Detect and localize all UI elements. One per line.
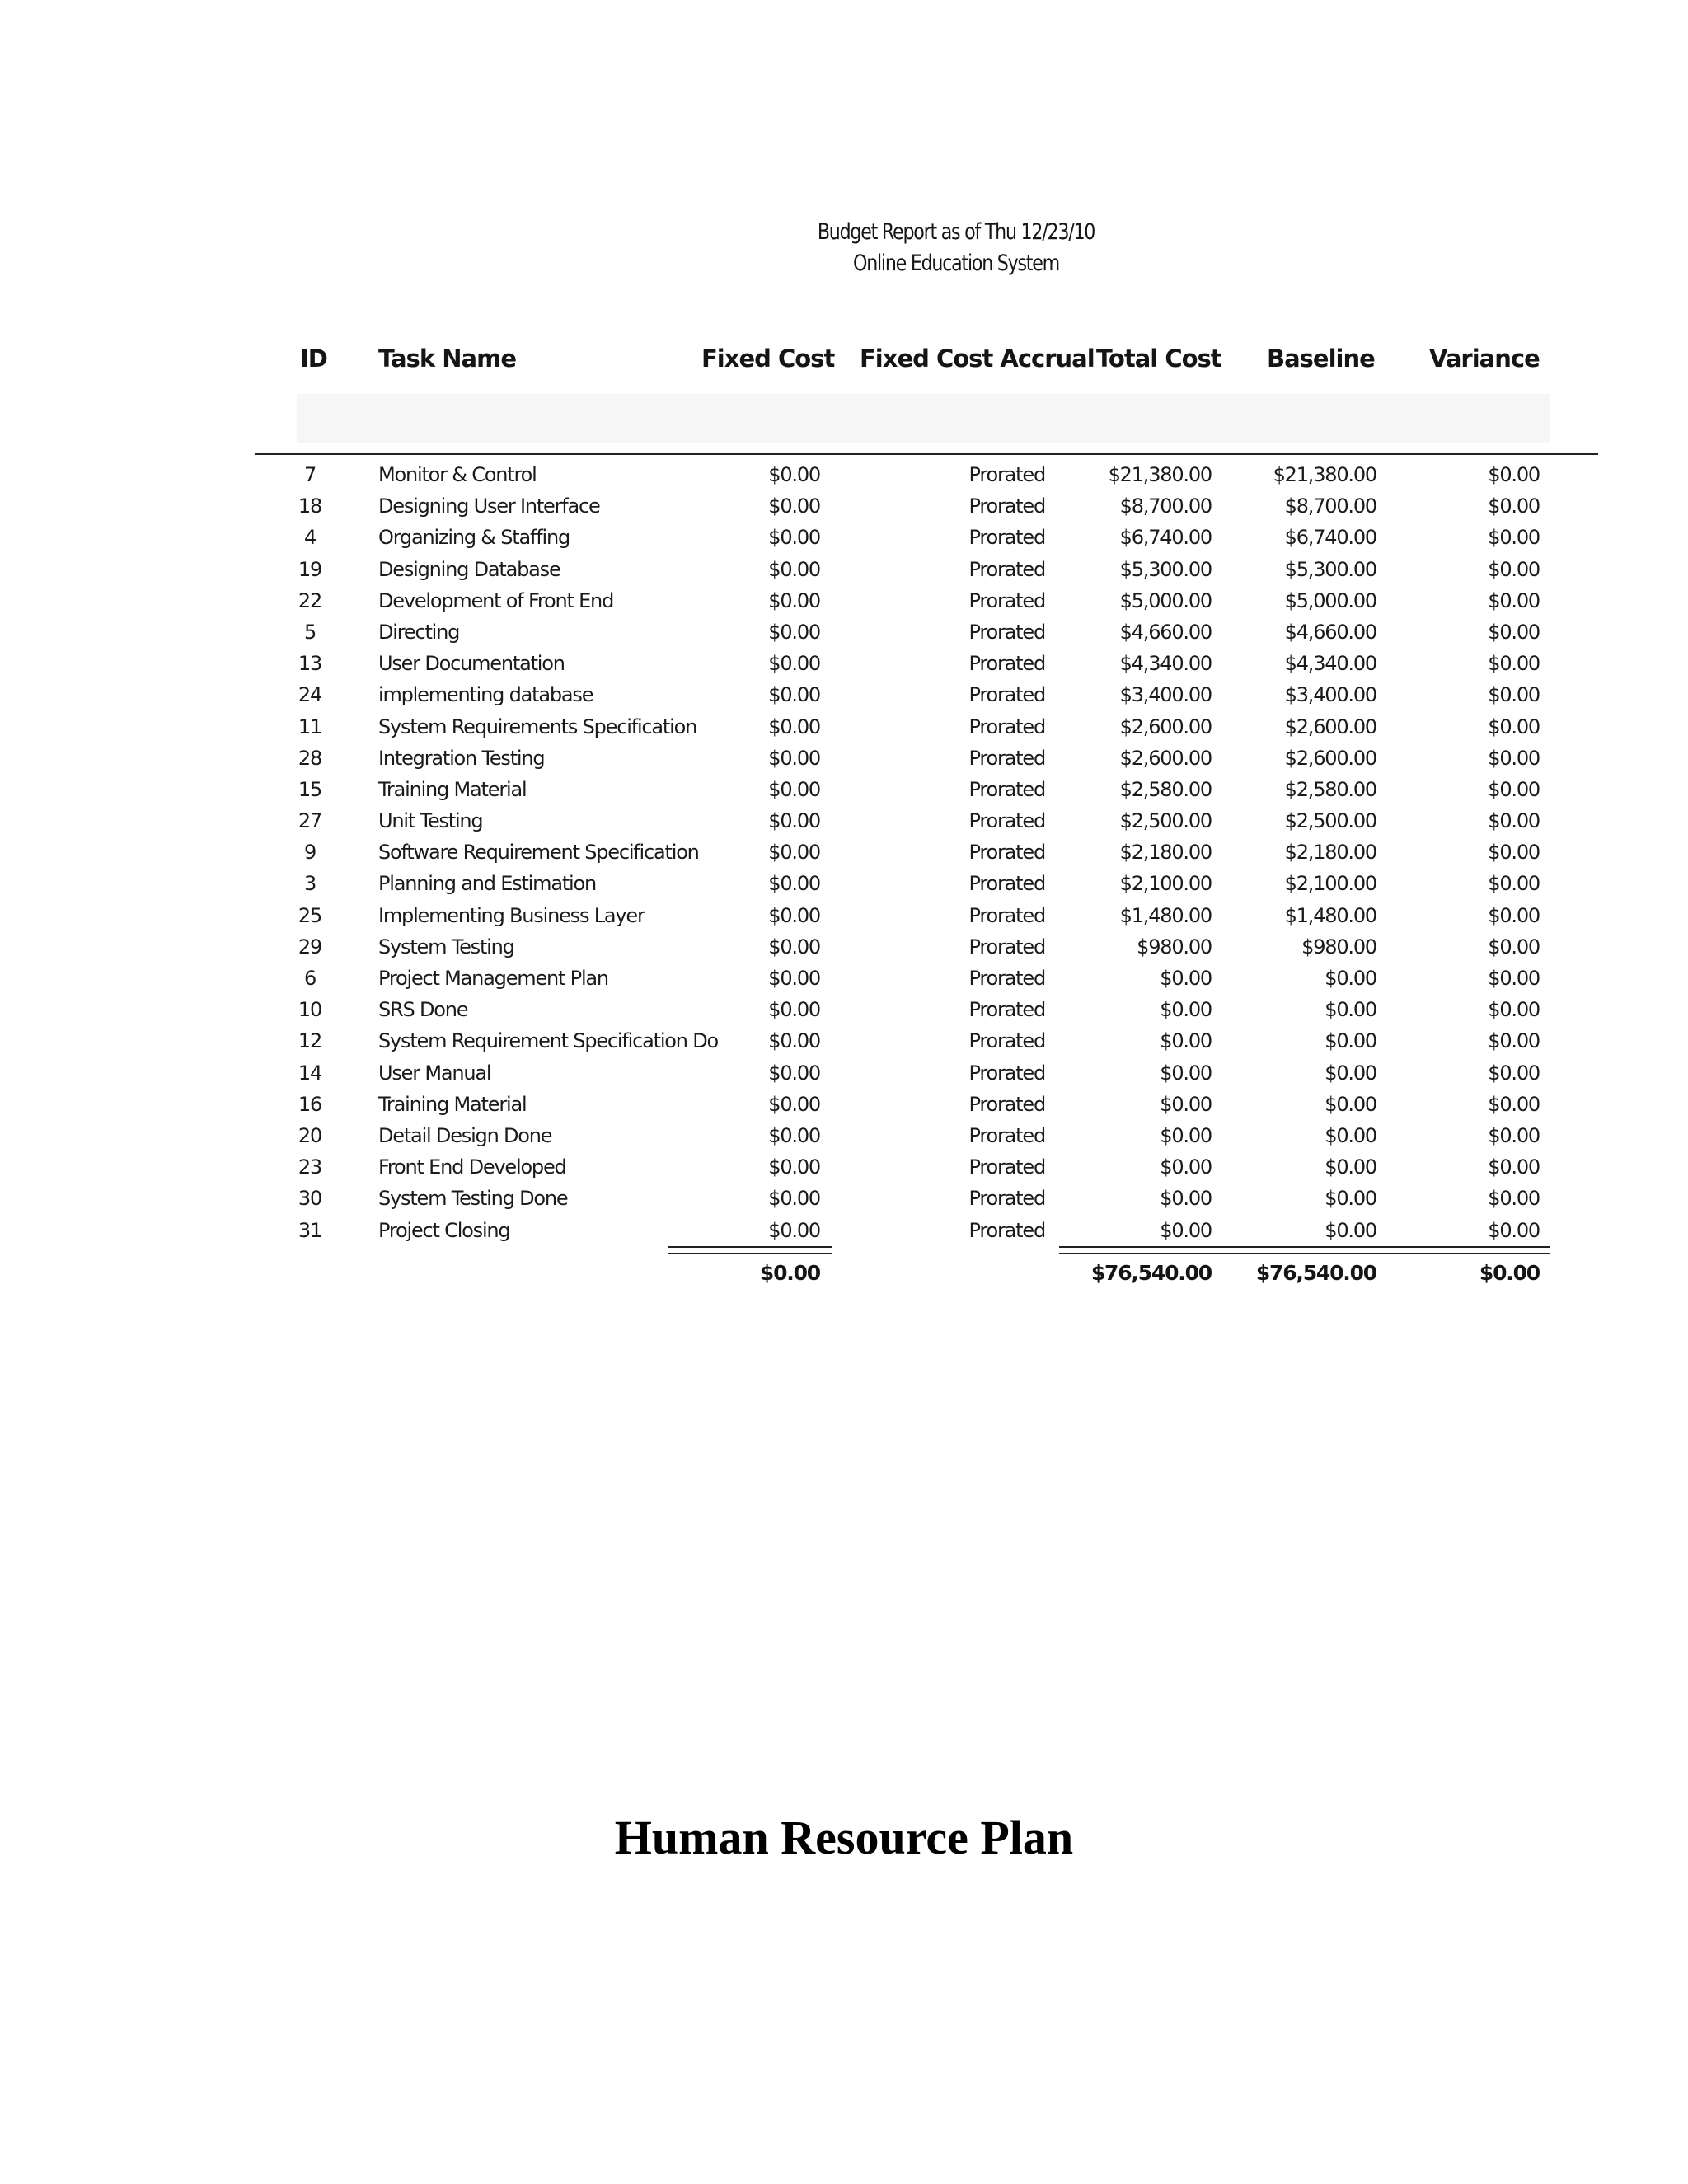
row-variance: $0.00 xyxy=(1488,841,1540,865)
row-fixed-cost: $0.00 xyxy=(768,872,820,896)
row-baseline: $2,100.00 xyxy=(1284,872,1376,896)
row-variance: $0.00 xyxy=(1488,1187,1540,1211)
row-id: 31 xyxy=(298,1218,322,1242)
row-total-cost: $8,700.00 xyxy=(1119,494,1212,518)
row-fixed-cost-accrual: Prorated xyxy=(968,1155,1045,1179)
row-variance: $0.00 xyxy=(1488,935,1540,958)
row-total-cost: $4,340.00 xyxy=(1119,652,1212,676)
row-baseline: $0.00 xyxy=(1325,1187,1376,1211)
row-task-name: Training Material xyxy=(378,1092,527,1116)
header-rule xyxy=(255,453,1598,455)
row-fixed-cost-accrual: Prorated xyxy=(968,1092,1045,1116)
row-fixed-cost-accrual: Prorated xyxy=(968,935,1045,958)
row-fixed-cost-accrual: Prorated xyxy=(968,841,1045,865)
row-fixed-cost: $0.00 xyxy=(768,1092,820,1116)
row-total-cost: $2,600.00 xyxy=(1119,746,1212,770)
row-fixed-cost-accrual: Prorated xyxy=(968,557,1045,581)
row-fixed-cost: $0.00 xyxy=(768,1218,820,1242)
column-header-fixed-cost-accrual: Fixed Cost Accrual xyxy=(860,344,1095,373)
row-fixed-cost-accrual: Prorated xyxy=(968,1029,1045,1053)
row-task-name: Development of Front End xyxy=(378,588,614,612)
row-fixed-cost: $0.00 xyxy=(768,588,820,612)
table-row xyxy=(0,556,1688,588)
row-fixed-cost-accrual: Prorated xyxy=(968,683,1045,707)
row-variance: $0.00 xyxy=(1488,1155,1540,1179)
row-fixed-cost-accrual: Prorated xyxy=(968,715,1045,738)
row-variance: $0.00 xyxy=(1488,715,1540,738)
row-id: 3 xyxy=(303,872,316,896)
row-task-name: Detail Design Done xyxy=(378,1123,552,1147)
row-fixed-cost-accrual: Prorated xyxy=(968,494,1045,518)
cost-totals-rule xyxy=(1059,1246,1550,1254)
row-fixed-cost-accrual: Prorated xyxy=(968,1061,1045,1085)
row-total-cost: $21,380.00 xyxy=(1108,463,1212,486)
row-variance: $0.00 xyxy=(1488,1061,1540,1085)
header-band xyxy=(297,394,1550,443)
row-total-cost: $0.00 xyxy=(1160,967,1212,990)
row-task-name: System Testing xyxy=(378,935,514,958)
row-baseline: $2,180.00 xyxy=(1284,841,1376,865)
row-task-name: System Requirements Specification xyxy=(378,715,697,738)
row-total-cost: $3,400.00 xyxy=(1119,683,1212,707)
row-baseline: $0.00 xyxy=(1325,1123,1376,1147)
row-id: 5 xyxy=(303,620,316,644)
totals-row xyxy=(0,1261,1688,1294)
total-fixed-cost: $0.00 xyxy=(759,1261,820,1285)
row-fixed-cost: $0.00 xyxy=(768,494,820,518)
row-variance: $0.00 xyxy=(1488,494,1540,518)
row-baseline: $0.00 xyxy=(1325,1155,1376,1179)
row-fixed-cost: $0.00 xyxy=(768,683,820,707)
table-row xyxy=(0,493,1688,524)
table-row xyxy=(0,619,1688,650)
table-row xyxy=(0,714,1688,745)
row-fixed-cost: $0.00 xyxy=(768,620,820,644)
row-id: 24 xyxy=(298,683,322,707)
row-total-cost: $980.00 xyxy=(1137,935,1212,958)
row-baseline: $0.00 xyxy=(1325,998,1376,1022)
row-task-name: Monitor & Control xyxy=(378,463,537,486)
row-total-cost: $0.00 xyxy=(1160,998,1212,1022)
row-fixed-cost-accrual: Prorated xyxy=(968,526,1045,550)
row-total-cost: $1,480.00 xyxy=(1119,903,1212,927)
budget-table-body xyxy=(0,462,1688,1249)
row-fixed-cost-accrual: Prorated xyxy=(968,463,1045,486)
section-heading: Human Resource Plan xyxy=(614,1811,1074,1864)
row-id: 12 xyxy=(298,1029,322,1053)
row-baseline: $1,480.00 xyxy=(1284,903,1376,927)
row-baseline: $2,600.00 xyxy=(1284,746,1376,770)
row-task-name: System Testing Done xyxy=(378,1187,568,1211)
row-variance: $0.00 xyxy=(1488,903,1540,927)
table-row xyxy=(0,808,1688,839)
row-id: 13 xyxy=(298,652,322,676)
total-baseline: $76,540.00 xyxy=(1255,1261,1376,1285)
row-fixed-cost-accrual: Prorated xyxy=(968,903,1045,927)
column-header-fixed-cost: Fixed Cost xyxy=(701,344,835,373)
row-variance: $0.00 xyxy=(1488,809,1540,833)
row-fixed-cost: $0.00 xyxy=(768,463,820,486)
row-task-name: Front End Developed xyxy=(378,1155,566,1179)
row-total-cost: $2,180.00 xyxy=(1119,841,1212,865)
row-fixed-cost-accrual: Prorated xyxy=(968,746,1045,770)
row-total-cost: $0.00 xyxy=(1160,1155,1212,1179)
row-id: 10 xyxy=(298,998,322,1022)
row-fixed-cost: $0.00 xyxy=(768,967,820,990)
row-id: 9 xyxy=(303,841,316,865)
row-baseline: $4,660.00 xyxy=(1284,620,1376,644)
table-row xyxy=(0,1185,1688,1216)
row-fixed-cost: $0.00 xyxy=(768,809,820,833)
row-baseline: $8,700.00 xyxy=(1284,494,1376,518)
row-total-cost: $2,100.00 xyxy=(1119,872,1212,896)
row-fixed-cost-accrual: Prorated xyxy=(968,1187,1045,1211)
row-fixed-cost: $0.00 xyxy=(768,1029,820,1053)
row-total-cost: $6,740.00 xyxy=(1119,526,1212,550)
row-fixed-cost-accrual: Prorated xyxy=(968,588,1045,612)
table-row xyxy=(0,1028,1688,1059)
row-task-name: Integration Testing xyxy=(378,746,545,770)
row-variance: $0.00 xyxy=(1488,1029,1540,1053)
row-total-cost: $5,300.00 xyxy=(1119,557,1212,581)
table-row xyxy=(0,588,1688,619)
row-fixed-cost-accrual: Prorated xyxy=(968,1218,1045,1242)
row-fixed-cost-accrual: Prorated xyxy=(968,620,1045,644)
row-id: 6 xyxy=(303,967,316,990)
row-fixed-cost: $0.00 xyxy=(768,526,820,550)
table-row xyxy=(0,776,1688,808)
row-id: 18 xyxy=(298,494,322,518)
row-task-name: Planning and Estimation xyxy=(378,872,596,896)
row-id: 15 xyxy=(298,777,322,801)
row-fixed-cost-accrual: Prorated xyxy=(968,809,1045,833)
column-header-variance: Variance xyxy=(1429,344,1540,373)
row-task-name: System Requirement Specification Do xyxy=(378,1029,718,1053)
row-total-cost: $5,000.00 xyxy=(1119,588,1212,612)
row-variance: $0.00 xyxy=(1488,1218,1540,1242)
row-total-cost: $0.00 xyxy=(1160,1061,1212,1085)
row-task-name: implementing database xyxy=(378,683,593,707)
row-id: 27 xyxy=(298,809,322,833)
table-row xyxy=(0,996,1688,1028)
row-baseline: $0.00 xyxy=(1325,1092,1376,1116)
row-variance: $0.00 xyxy=(1488,872,1540,896)
row-id: 23 xyxy=(298,1155,322,1179)
row-id: 20 xyxy=(298,1123,322,1147)
row-task-name: Designing Database xyxy=(378,557,560,581)
row-fixed-cost-accrual: Prorated xyxy=(968,967,1045,990)
table-row xyxy=(0,902,1688,934)
row-task-name: Directing xyxy=(378,620,460,644)
row-variance: $0.00 xyxy=(1488,463,1540,486)
row-fixed-cost: $0.00 xyxy=(768,652,820,676)
row-task-name: Unit Testing xyxy=(378,809,483,833)
row-fixed-cost: $0.00 xyxy=(768,1155,820,1179)
row-id: 30 xyxy=(298,1187,322,1211)
row-baseline: $6,740.00 xyxy=(1284,526,1376,550)
row-task-name: User Manual xyxy=(378,1061,491,1085)
table-row xyxy=(0,524,1688,555)
table-row xyxy=(0,682,1688,713)
row-total-cost: $2,600.00 xyxy=(1119,715,1212,738)
row-id: 29 xyxy=(298,935,322,958)
table-row xyxy=(0,462,1688,493)
table-row xyxy=(0,1060,1688,1091)
row-id: 28 xyxy=(298,746,322,770)
row-id: 14 xyxy=(298,1061,322,1085)
row-fixed-cost: $0.00 xyxy=(768,1187,820,1211)
table-row xyxy=(0,650,1688,682)
report-subtitle: Online Education System xyxy=(853,251,1059,276)
row-fixed-cost: $0.00 xyxy=(768,746,820,770)
row-fixed-cost: $0.00 xyxy=(768,841,820,865)
row-task-name: Organizing & Staffing xyxy=(378,526,570,550)
row-task-name: Project Closing xyxy=(378,1218,510,1242)
table-row xyxy=(0,1122,1688,1154)
row-fixed-cost: $0.00 xyxy=(768,935,820,958)
row-task-name: SRS Done xyxy=(378,998,468,1022)
row-variance: $0.00 xyxy=(1488,588,1540,612)
row-baseline: $4,340.00 xyxy=(1284,652,1376,676)
row-variance: $0.00 xyxy=(1488,777,1540,801)
row-variance: $0.00 xyxy=(1488,1092,1540,1116)
row-baseline: $980.00 xyxy=(1301,935,1376,958)
table-row xyxy=(0,1154,1688,1185)
row-total-cost: $0.00 xyxy=(1160,1218,1212,1242)
row-fixed-cost-accrual: Prorated xyxy=(968,1123,1045,1147)
row-fixed-cost-accrual: Prorated xyxy=(968,872,1045,896)
row-id: 22 xyxy=(298,588,322,612)
column-header-id: ID xyxy=(300,344,327,373)
row-variance: $0.00 xyxy=(1488,526,1540,550)
row-baseline: $5,300.00 xyxy=(1284,557,1376,581)
row-baseline: $2,580.00 xyxy=(1284,777,1376,801)
row-total-cost: $4,660.00 xyxy=(1119,620,1212,644)
row-total-cost: $0.00 xyxy=(1160,1029,1212,1053)
row-task-name: Training Material xyxy=(378,777,527,801)
row-total-cost: $0.00 xyxy=(1160,1092,1212,1116)
table-row xyxy=(0,934,1688,965)
row-task-name: User Documentation xyxy=(378,652,565,676)
row-total-cost: $0.00 xyxy=(1160,1123,1212,1147)
table-row xyxy=(0,965,1688,996)
row-id: 11 xyxy=(298,715,322,738)
row-fixed-cost: $0.00 xyxy=(768,1123,820,1147)
row-baseline: $0.00 xyxy=(1325,967,1376,990)
row-baseline: $2,600.00 xyxy=(1284,715,1376,738)
row-baseline: $21,380.00 xyxy=(1273,463,1376,486)
row-baseline: $0.00 xyxy=(1325,1029,1376,1053)
row-fixed-cost: $0.00 xyxy=(768,557,820,581)
row-fixed-cost-accrual: Prorated xyxy=(968,998,1045,1022)
row-fixed-cost: $0.00 xyxy=(768,903,820,927)
row-total-cost: $0.00 xyxy=(1160,1187,1212,1211)
row-id: 19 xyxy=(298,557,322,581)
row-id: 16 xyxy=(298,1092,322,1116)
fixed-cost-total-rule xyxy=(668,1246,832,1254)
table-row xyxy=(0,1091,1688,1122)
table-row xyxy=(0,745,1688,776)
row-fixed-cost: $0.00 xyxy=(768,1061,820,1085)
row-baseline: $3,400.00 xyxy=(1284,683,1376,707)
row-task-name: Designing User Interface xyxy=(378,494,600,518)
row-task-name: Project Management Plan xyxy=(378,967,608,990)
row-id: 7 xyxy=(303,463,316,486)
table-row xyxy=(0,1217,1688,1249)
row-fixed-cost-accrual: Prorated xyxy=(968,652,1045,676)
row-total-cost: $2,580.00 xyxy=(1119,777,1212,801)
row-variance: $0.00 xyxy=(1488,967,1540,990)
row-baseline: $5,000.00 xyxy=(1284,588,1376,612)
report-title: Budget Report as of Thu 12/23/10 xyxy=(817,219,1095,245)
table-row xyxy=(0,839,1688,870)
row-baseline: $2,500.00 xyxy=(1284,809,1376,833)
row-variance: $0.00 xyxy=(1488,652,1540,676)
row-fixed-cost: $0.00 xyxy=(768,715,820,738)
row-task-name: Implementing Business Layer xyxy=(378,903,645,927)
row-variance: $0.00 xyxy=(1488,620,1540,644)
row-fixed-cost-accrual: Prorated xyxy=(968,777,1045,801)
row-variance: $0.00 xyxy=(1488,683,1540,707)
row-variance: $0.00 xyxy=(1488,998,1540,1022)
row-total-cost: $2,500.00 xyxy=(1119,809,1212,833)
row-task-name: Software Requirement Specification xyxy=(378,841,699,865)
column-header-total-cost: Total Cost xyxy=(1096,344,1221,373)
total-variance: $0.00 xyxy=(1479,1261,1540,1285)
row-variance: $0.00 xyxy=(1488,1123,1540,1147)
row-fixed-cost: $0.00 xyxy=(768,777,820,801)
total-cost: $76,540.00 xyxy=(1090,1261,1212,1285)
row-variance: $0.00 xyxy=(1488,746,1540,770)
row-variance: $0.00 xyxy=(1488,557,1540,581)
row-baseline: $0.00 xyxy=(1325,1061,1376,1085)
row-id: 25 xyxy=(298,903,322,927)
row-id: 4 xyxy=(303,526,316,550)
row-fixed-cost: $0.00 xyxy=(768,998,820,1022)
table-row xyxy=(0,870,1688,902)
row-baseline: $0.00 xyxy=(1325,1218,1376,1242)
column-header-baseline: Baseline xyxy=(1267,344,1375,373)
column-header-task-name: Task Name xyxy=(378,344,516,373)
